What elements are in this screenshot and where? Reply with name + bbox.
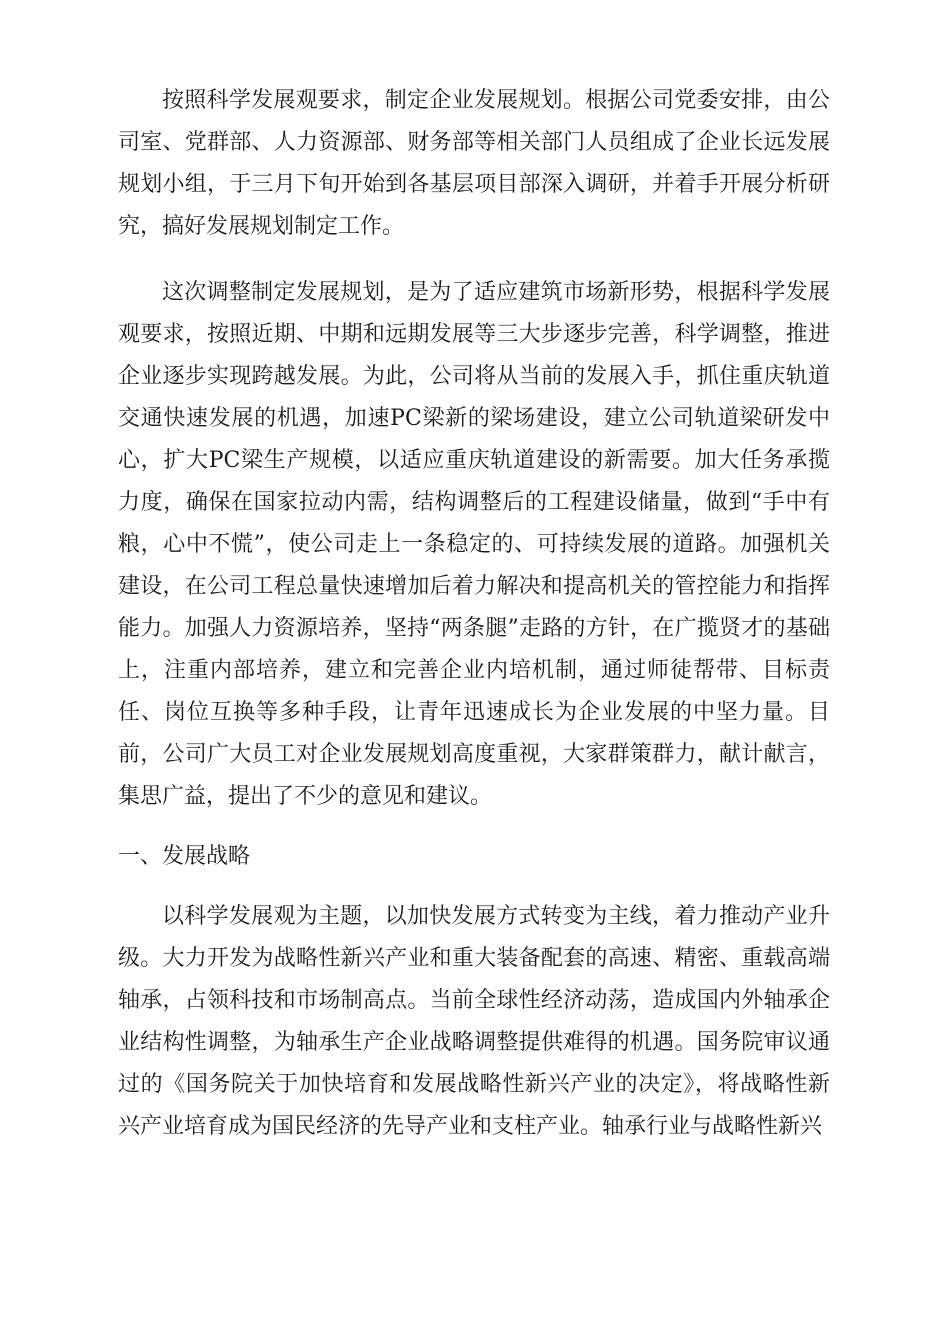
paragraph-planning-details: 这次调整制定发展规划，是为了适应建筑市场新形势，根据科学发展观要求，按照近期、中期和远期发展等三大步逐步完善，科学调整，推进企业逐步实现跨越发展。为此，公司将从当前的发展入手，抓住重庆轨道交通快速发展的机遇，加速PC梁新的梁场建设，建立公司轨道梁研发中心，扩大PC梁生产规模，以适应重庆轨道建设的新需要。加大任务承揽力度，确保在国家拉动内需，结构调整后的工程建设储量，做到“手中有粮，心中不慌”，使公司走上一条稳定的、可持续发展的道路。加强机关建设，在公司工程总量快速增加后着力解决和提高机关的管控能力和指挥能力。加强人力资源培养，坚持“两条腿”走路的方针，在广揽贤才的基础上，注重内部培养，建立和完善企业内培机制，通过师徒帮带、目标责任、岗位互换等多种手段，让青年迅速成长为企业发展的中坚力量。目前，公司广大员工对企业发展规划高度重视，大家群策群力，献计献言，集思广益，提出了不少的意见和建议。 bbox=[118, 280, 830, 809]
section-heading: 一、发展战略 bbox=[118, 844, 251, 869]
paragraph-strategy: 以科学发展观为主题，以加快发展方式转变为主线，着力推动产业升级。大力开发为战略性新兴产业和重大装备配套的高速、精密、重载高端轴承，占领科技和市场制高点。当前全球性经济动荡，造成国内外轴承企业结构性调整，为轴承生产企业战略调整提供难得的机遇。国务院审议通过的《国务院关于加快培育和发展战略性新兴产业的决定》，将战略性新兴产业培育成为国民经济的先导产业和支柱产业。轴承行业与战略性新兴 bbox=[118, 904, 830, 1139]
paragraph-planning-intro: 按照科学发展观要求，制定企业发展规划。根据公司党委安排，由公司室、党群部、人力资源部、财务部等相关部门人员组成了企业长远发展规划小组，于三月下旬开始到各基层项目部深入调研，并着手开展分析研究，搞好发展规划制定工作。 bbox=[118, 88, 830, 239]
